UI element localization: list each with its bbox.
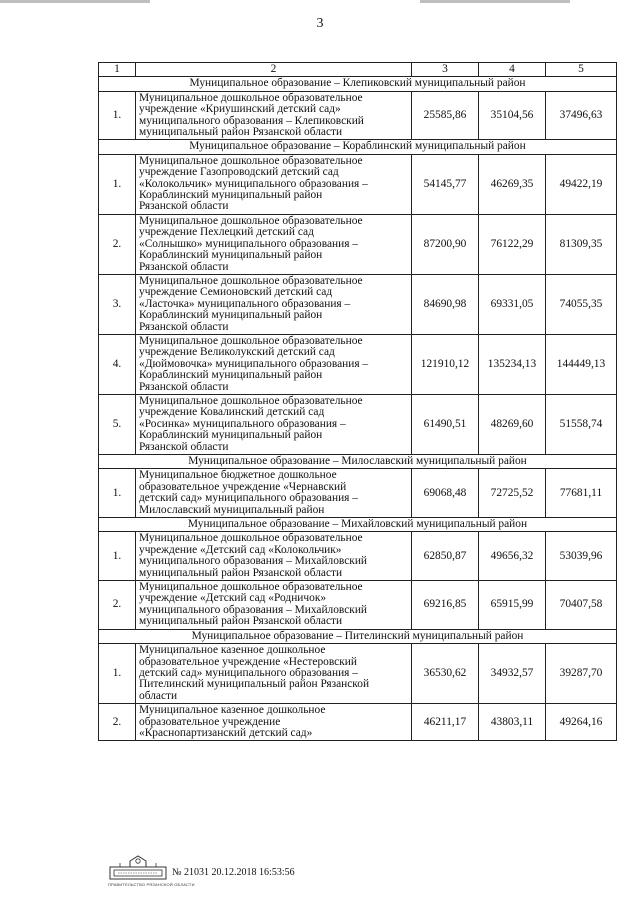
row-number: 3. bbox=[99, 274, 136, 334]
stamp-caption: ПРАВИТЕЛЬСТВО РЯЗАНСКОЙ ОБЛАСТИ bbox=[108, 882, 195, 887]
institution-name-line: Муниципальное дошкольное образовательное bbox=[139, 154, 363, 167]
institution-name-line: образовательное учреждение «Чернавский bbox=[139, 480, 347, 493]
row-number: 1. bbox=[99, 644, 136, 704]
value-col-5: 51558,74 bbox=[546, 394, 617, 454]
value-col-3: 69068,48 bbox=[412, 469, 479, 518]
institution-name-line: «Дюймовочка» муниципального образования – bbox=[139, 357, 369, 370]
institution-name-line: муниципальный район Рязанской области bbox=[139, 126, 343, 139]
institution-name-line: учреждение «Детский сад «Колокольчик» bbox=[139, 543, 342, 556]
institution-name-line: Рязанской области bbox=[139, 260, 229, 273]
value-col-3: 46211,17 bbox=[412, 704, 479, 741]
section-row bbox=[99, 455, 617, 469]
table-row bbox=[99, 704, 617, 741]
institution-name-line: муниципального образования – Михайловский bbox=[139, 603, 368, 616]
institution-name-line: Рязанской области bbox=[139, 200, 229, 213]
institution-name-line: Муниципальное дошкольное образовательное bbox=[139, 334, 363, 347]
institution-name-line: учреждение «Детский сад «Родничок» bbox=[139, 592, 327, 605]
value-col-4: 76122,29 bbox=[479, 214, 546, 274]
table-row bbox=[99, 581, 617, 630]
header-cell-5: 5 bbox=[546, 63, 617, 77]
institution-name-line: Кораблинский муниципальный район bbox=[139, 429, 323, 442]
institution-name-line: Муниципальное казенное дошкольное bbox=[139, 644, 326, 657]
institution-name-line: Муниципальное казенное дошкольное bbox=[139, 704, 326, 717]
government-emblem-icon bbox=[108, 853, 168, 883]
row-number: 4. bbox=[99, 334, 136, 394]
value-col-5: 49264,16 bbox=[546, 704, 617, 741]
institution-name-line: Рязанской области bbox=[139, 320, 229, 333]
section-title: Муниципальное образование – Кораблинский муниципальный район bbox=[99, 140, 617, 154]
value-col-4: 46269,35 bbox=[479, 154, 546, 214]
institution-name-line: «Росинка» муниципального образования – bbox=[139, 417, 346, 430]
value-col-3: 84690,98 bbox=[412, 274, 479, 334]
value-col-4: 69331,05 bbox=[479, 274, 546, 334]
value-col-4: 35104,56 bbox=[479, 91, 546, 140]
section-title: Муниципальное образование – Милославский муниципальный район bbox=[99, 455, 617, 469]
institution-name-line: «Солнышко» муниципального образования – bbox=[139, 237, 359, 250]
row-number: 5. bbox=[99, 394, 136, 454]
value-col-3: 87200,90 bbox=[412, 214, 479, 274]
value-col-4: 135234,13 bbox=[479, 334, 546, 394]
row-number: 2. bbox=[99, 704, 136, 741]
institution-name-line: детский сад» муниципального образования – bbox=[139, 492, 358, 505]
header-row bbox=[99, 63, 617, 77]
institution-name bbox=[136, 274, 412, 334]
institution-name-line: Милославский муниципальный район bbox=[139, 503, 325, 516]
allocation-table bbox=[98, 62, 617, 741]
header-cell-4: 4 bbox=[479, 63, 546, 77]
institution-name-line: «Ласточка» муниципального образования – bbox=[139, 297, 351, 310]
table-row bbox=[99, 469, 617, 518]
table-row bbox=[99, 394, 617, 454]
document-footer bbox=[108, 853, 348, 889]
institution-name-line: муниципальный район Рязанской области bbox=[139, 615, 343, 628]
section-row bbox=[99, 629, 617, 643]
institution-name-line: учреждение «Криушинский детский сад» bbox=[139, 103, 341, 116]
header-cell-3: 3 bbox=[412, 63, 479, 77]
value-col-4: 49656,32 bbox=[479, 532, 546, 581]
institution-name-line: образовательное учреждение «Нестеровский bbox=[139, 655, 357, 668]
section-title: Муниципальное образование – Пителинский муниципальный район bbox=[99, 629, 617, 643]
table-row bbox=[99, 644, 617, 704]
value-col-5: 74055,35 bbox=[546, 274, 617, 334]
institution-name-line: Муниципальное бюджетное дошкольное bbox=[139, 469, 337, 482]
scan-artifact-left bbox=[0, 0, 150, 3]
institution-name-line: Муниципальное дошкольное образовательное bbox=[139, 91, 363, 104]
row-number: 1. bbox=[99, 532, 136, 581]
value-col-5: 77681,11 bbox=[546, 469, 617, 518]
institution-name-line: Муниципальное дошкольное образовательное bbox=[139, 394, 363, 407]
institution-name-line: Кораблинский муниципальный район bbox=[139, 189, 323, 202]
header-cell-1: 1 bbox=[99, 63, 136, 77]
institution-name-line: Кораблинский муниципальный район bbox=[139, 369, 323, 382]
table-row bbox=[99, 91, 617, 140]
institution-name bbox=[136, 214, 412, 274]
header-cell-2: 2 bbox=[136, 63, 412, 77]
section-row bbox=[99, 77, 617, 91]
page-number: 3 bbox=[316, 16, 324, 31]
section-row bbox=[99, 518, 617, 532]
institution-name-line: Кораблинский муниципальный район bbox=[139, 309, 323, 322]
value-col-5: 39287,70 bbox=[546, 644, 617, 704]
institution-name-line: Муниципальное дошкольное образовательное bbox=[139, 532, 363, 545]
section-title: Муниципальное образование – Михайловский муниципальный район bbox=[99, 518, 617, 532]
value-col-3: 121910,12 bbox=[412, 334, 479, 394]
institution-name-line: Рязанской области bbox=[139, 380, 229, 393]
value-col-3: 69216,85 bbox=[412, 581, 479, 630]
section-row bbox=[99, 140, 617, 154]
institution-name-line: учреждение Ковалинский детский сад bbox=[139, 406, 325, 419]
institution-name bbox=[136, 334, 412, 394]
institution-name-line: детский сад» муниципального образования – bbox=[139, 666, 358, 679]
institution-name-line: муниципальный район Рязанской области bbox=[139, 566, 343, 579]
row-number: 1. bbox=[99, 469, 136, 518]
institution-name-line: области bbox=[139, 689, 178, 702]
table-row bbox=[99, 154, 617, 214]
institution-name bbox=[136, 532, 412, 581]
row-number: 2. bbox=[99, 214, 136, 274]
value-col-3: 61490,51 bbox=[412, 394, 479, 454]
institution-name bbox=[136, 394, 412, 454]
value-col-4: 34932,57 bbox=[479, 644, 546, 704]
value-col-4: 43803,11 bbox=[479, 704, 546, 741]
scan-artifact-right bbox=[420, 0, 570, 3]
table-row bbox=[99, 334, 617, 394]
institution-name-line: образовательное учреждение bbox=[139, 715, 281, 728]
institution-name bbox=[136, 469, 412, 518]
value-col-5: 144449,13 bbox=[546, 334, 617, 394]
institution-name-line: Муниципальное дошкольное образовательное bbox=[139, 581, 363, 594]
institution-name-line: Муниципальное дошкольное образовательное bbox=[139, 274, 363, 287]
row-number: 1. bbox=[99, 91, 136, 140]
institution-name-line: «Колокольчик» муниципального образования – bbox=[139, 177, 368, 190]
value-col-5: 53039,96 bbox=[546, 532, 617, 581]
institution-name bbox=[136, 91, 412, 140]
institution-name-line: Кораблинский муниципальный район bbox=[139, 249, 323, 262]
value-col-5: 49422,19 bbox=[546, 154, 617, 214]
value-col-5: 37496,63 bbox=[546, 91, 617, 140]
registration-number: № 21031 20.12.2018 16:53:56 bbox=[172, 867, 295, 878]
value-col-3: 62850,87 bbox=[412, 532, 479, 581]
institution-name bbox=[136, 154, 412, 214]
value-col-4: 72725,52 bbox=[479, 469, 546, 518]
institution-name-line: муниципального образования – Клепиковский bbox=[139, 114, 364, 127]
value-col-3: 36530,62 bbox=[412, 644, 479, 704]
value-col-5: 70407,58 bbox=[546, 581, 617, 630]
row-number: 2. bbox=[99, 581, 136, 630]
table-row bbox=[99, 274, 617, 334]
institution-name-line: Муниципальное дошкольное образовательное bbox=[139, 214, 363, 227]
section-title: Муниципальное образование – Клепиковский муниципальный район bbox=[99, 77, 617, 91]
value-col-3: 54145,77 bbox=[412, 154, 479, 214]
institution-name bbox=[136, 704, 412, 741]
institution-name-line: учреждение Великолукский детский сад bbox=[139, 346, 335, 359]
table-row bbox=[99, 532, 617, 581]
institution-name bbox=[136, 644, 412, 704]
row-number: 1. bbox=[99, 154, 136, 214]
institution-name-line: Пителинский муниципальный район Рязанской bbox=[139, 678, 370, 691]
institution-name-line: муниципального образования – Михайловский bbox=[139, 555, 368, 568]
value-col-4: 48269,60 bbox=[479, 394, 546, 454]
value-col-5: 81309,35 bbox=[546, 214, 617, 274]
institution-name-line: учреждение Семионовский детский сад bbox=[139, 286, 333, 299]
value-col-4: 65915,99 bbox=[479, 581, 546, 630]
institution-name bbox=[136, 581, 412, 630]
institution-name-line: учреждение Пехлецкий детский сад bbox=[139, 226, 314, 239]
institution-name-line: Рязанской области bbox=[139, 440, 229, 453]
table-row bbox=[99, 214, 617, 274]
institution-name-line: «Краснопартизанский детский сад» bbox=[139, 726, 313, 739]
value-col-3: 25585,86 bbox=[412, 91, 479, 140]
institution-name-line: учреждение Газопроводский детский сад bbox=[139, 166, 339, 179]
table-body bbox=[99, 63, 617, 741]
